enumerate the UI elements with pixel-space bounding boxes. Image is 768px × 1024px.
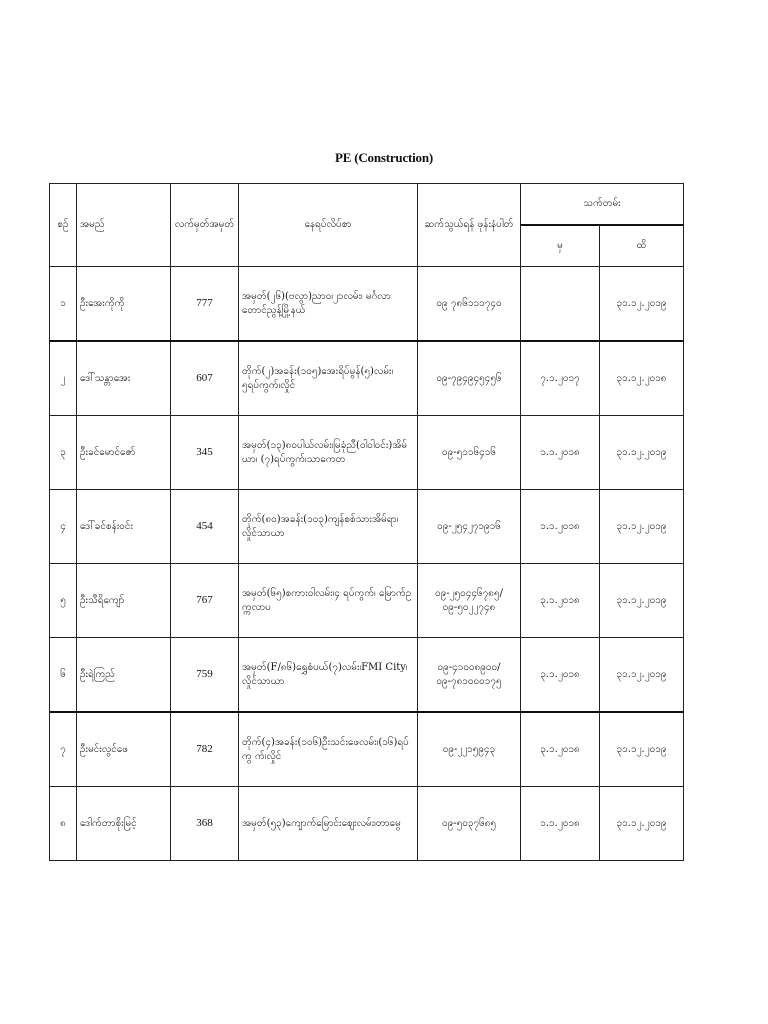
- cell-no: ၄: [50, 490, 77, 564]
- cell-phone: ၀၉-၂၂၁၅၉၄၃: [418, 712, 521, 787]
- header-name: အမည်: [77, 184, 171, 267]
- cell-from: [521, 267, 600, 342]
- cell-from: ၃.၁.၂၀၁၈: [521, 564, 600, 638]
- cell-from: ၃.၁.၂၀၁၈: [521, 712, 600, 787]
- table-row: [50, 564, 684, 638]
- cell-name: ဦးမင်းလွင်ဖေ: [77, 712, 171, 787]
- cell-no: ၂: [50, 341, 77, 416]
- cell-phone: ၀၉-၅၀၃၇၆၈၅: [418, 787, 521, 861]
- header-validity: သက်တမ်း: [521, 184, 684, 226]
- header-to: ထိ: [600, 225, 684, 267]
- header-address: နေရပ်လိပ်စာ: [239, 184, 418, 267]
- cell-from: ၁.၁.၂၀၁၈: [521, 787, 600, 861]
- cell-license: 607: [171, 341, 239, 416]
- cell-address: အမှတ်(၆၅)စကားဝါလမ်း၊၄ ရပ်ကွက်၊ မြောက်ဥက္ကလာပ: [239, 564, 418, 638]
- cell-no: ၆: [50, 638, 77, 713]
- table-row: [50, 638, 684, 713]
- cell-to: ၃၁.၁၂.၂၀၁၉: [600, 267, 684, 342]
- table-row: [50, 416, 684, 490]
- cell-license: 454: [171, 490, 239, 564]
- cell-to: ၃၁.၁၂.၂၀၁၉: [600, 712, 684, 787]
- cell-no: ၇: [50, 712, 77, 787]
- cell-name: ဒေါ်ခင်စန်းဝင်း: [77, 490, 171, 564]
- license-table: [49, 183, 684, 861]
- cell-name: ဒေါက်တာစိုးမြင့်: [77, 787, 171, 861]
- table-body: [50, 267, 684, 861]
- cell-name: ဦးသီရိကျော်: [77, 564, 171, 638]
- cell-address: တိုက်(၄)အခန်း(၁၀၆)ဦးသင်းဖေလမ်း၊(၁၆)ရပ်ကွ က်၊လှိုင်: [239, 712, 418, 787]
- cell-license: 767: [171, 564, 239, 638]
- cell-license: 782: [171, 712, 239, 787]
- cell-name: ဦးရဲကြည်: [77, 638, 171, 713]
- cell-license: 777: [171, 267, 239, 342]
- cell-no: ၈: [50, 787, 77, 861]
- cell-license: 368: [171, 787, 239, 861]
- cell-phone: ၀၉-၂၅၀၄၄၆၇၈၅/ ၀၉-၅၀၂၂၇၄၈: [418, 564, 521, 638]
- cell-from: ၃.၁.၂၀၁၈: [521, 638, 600, 713]
- cell-address: အမှတ်(၂၆)(ဗလွာ)ညာဝ၊၂၁လမ်း၊ မင်္ဂလာတောင်ညွန့်မြို့နယ်: [239, 267, 418, 342]
- cell-name: ဒေါ်သန္တာအေး: [77, 341, 171, 416]
- cell-address: တိုက်(၂)အခန်း(၁၀၅)အေးရိပ်မွန်(၅)လမ်း၊ ၅ရပ်ကွက်၊လှိုင်: [239, 341, 418, 416]
- header-from: မှ: [521, 225, 600, 267]
- cell-name: ဦးခင်မောင်ဇော်: [77, 416, 171, 490]
- cell-to: ၃၁.၁၂.၂၀၁၉: [600, 416, 684, 490]
- header-row: [50, 184, 684, 226]
- cell-address: အမှတ်(၅၃)ကျောက်မြောင်းဈေးလမ်း၊တာမွေ: [239, 787, 418, 861]
- table-row: [50, 341, 684, 416]
- cell-to: ၃၁.၁၂.၂၀၁၉: [600, 490, 684, 564]
- header-phone: ဆက်သွယ်ရန် ဖုန်းနံပါတ်: [418, 184, 521, 267]
- cell-address: အမှတ်(၁၃)၈၀ပါယ်လမ်း၊မြခုံညီ(၀ါဝါဝင်း)အိမ်ယာ၊ (၇)ရပ်ကွက်၊သာကေတ: [239, 416, 418, 490]
- cell-no: ၁: [50, 267, 77, 342]
- cell-phone: ၀၉ ၇၈၆၁၁၁၇၄၀: [418, 267, 521, 342]
- cell-phone: ၀၉-၄၁၀၀၈၉၀၀/ ၀၉-၇၈၁၀၀၀၁၇၅: [418, 638, 521, 713]
- cell-from: ၇.၁.၂၀၁၇: [521, 341, 600, 416]
- cell-license: 345: [171, 416, 239, 490]
- cell-from: ၁.၁.၂၀၁၈: [521, 416, 600, 490]
- page-title: PE (Construction): [334, 150, 434, 165]
- table-row: [50, 712, 684, 787]
- table-row: [50, 267, 684, 342]
- cell-phone: ၀၉-၇၉၄၉၄၅၄၅၆: [418, 341, 521, 416]
- cell-no: ၅: [50, 564, 77, 638]
- cell-address: အမှတ်(F/၈၆)ရွှေစံပယ်(၇)လမ်း၊FMI City၊ လှိုင်သာယာ: [239, 638, 418, 713]
- cell-to: ၃၁.၁၂.၂၀၁၈: [600, 341, 684, 416]
- cell-no: ၃: [50, 416, 77, 490]
- cell-name: ဦးအေးကိုကို: [77, 267, 171, 342]
- header-license: လက်မှတ်အမှတ်: [171, 184, 239, 267]
- cell-to: ၃၁.၁၂.၂၀၁၉: [600, 787, 684, 861]
- cell-license: 759: [171, 638, 239, 713]
- cell-from: ၁.၁.၂၀၁၈: [521, 490, 600, 564]
- cell-address: တိုက်(၈၀)အခန်း(၁၀၃)ကျန်စစ်သားအိမ်ရာ၊ လှိုင်သာယာ: [239, 490, 418, 564]
- cell-phone: ၀၉-၅၁၁၆၄၁၆: [418, 416, 521, 490]
- table-row: [50, 490, 684, 564]
- header-no: စဉ်: [50, 184, 77, 267]
- cell-to: ၃၁.၁၂.၂၀၁၉: [600, 564, 684, 638]
- table-row: [50, 787, 684, 861]
- cell-to: ၃၁.၁၂.၂၀၁၉: [600, 638, 684, 713]
- cell-phone: ၀၉-၂၅၄၂၇၁၉၁၆: [418, 490, 521, 564]
